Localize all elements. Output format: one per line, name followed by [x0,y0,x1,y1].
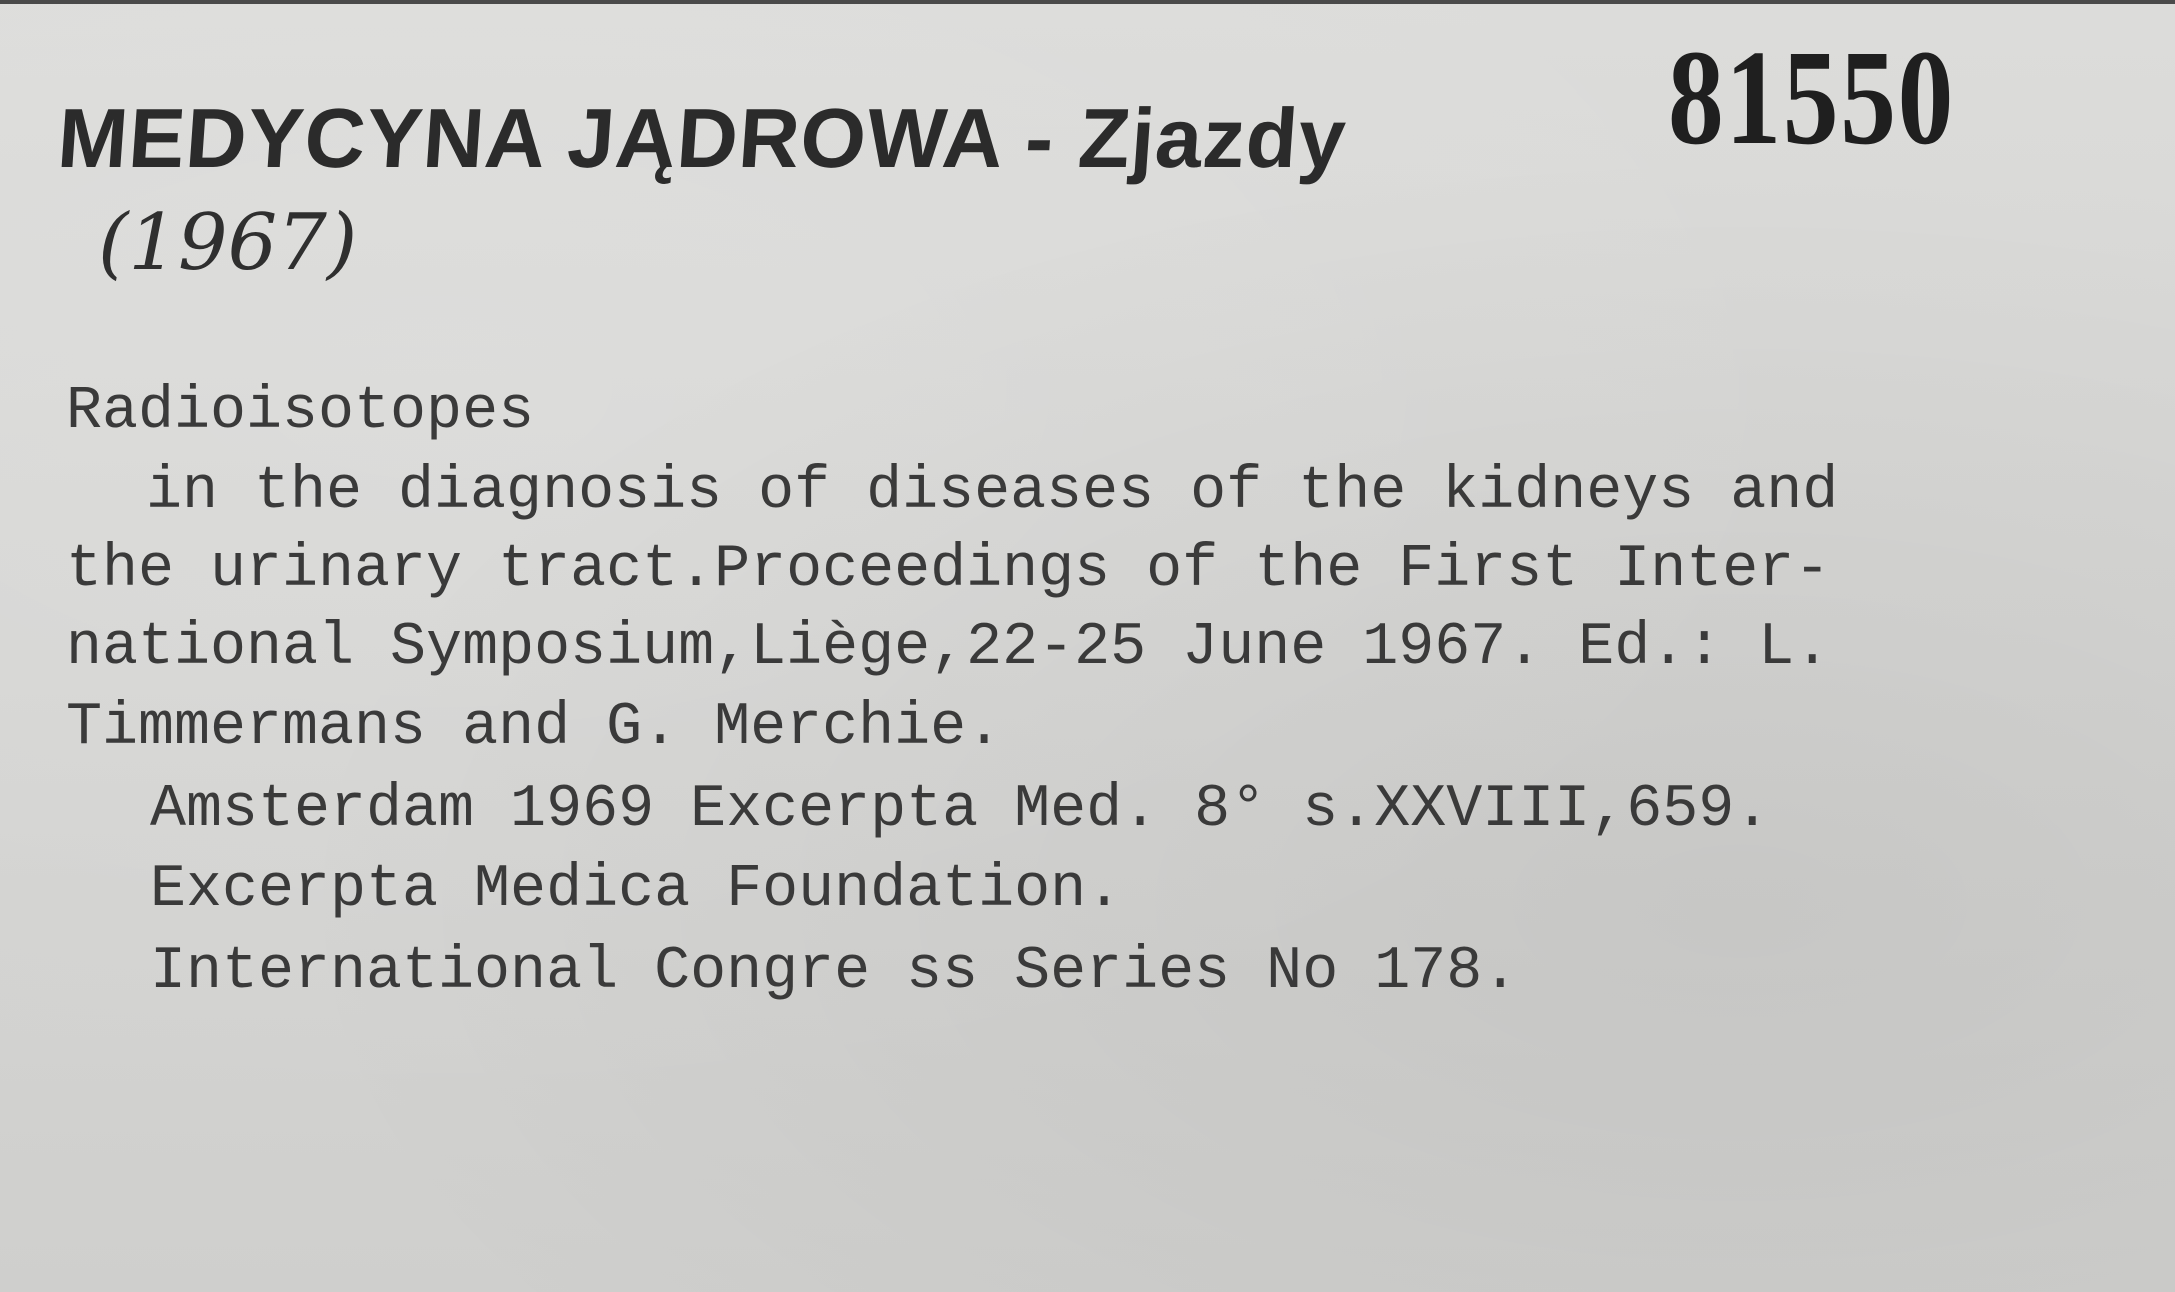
entry-line: in the diagnosis of diseases of the kidneys and [146,458,1839,526]
entry-editors: Timmermans and G. Merchie. [66,694,1003,762]
card-number: 81550 [1668,23,1955,173]
entry-imprint: Amsterdam 1969 Excerpta Med. 8° s.XXVIII,659. [150,776,1771,844]
handwritten-year: (1967) [98,198,358,288]
entry-line: the urinary tract.Proceedings of the First Inter- [66,536,1831,604]
entry-line: national Symposium,Liège,22-25 June 1967. Ed.: L. [66,614,1831,682]
entry-title: Radioisotopes [66,378,535,446]
entry-series: International Congre ss Series No 178. [150,938,1519,1006]
card-top-edge [0,0,2175,4]
subject-heading: MEDYCYNA JĄDROWA - Zjazdy [54,91,1350,185]
entry-publisher: Excerpta Medica Foundation. [150,856,1123,924]
